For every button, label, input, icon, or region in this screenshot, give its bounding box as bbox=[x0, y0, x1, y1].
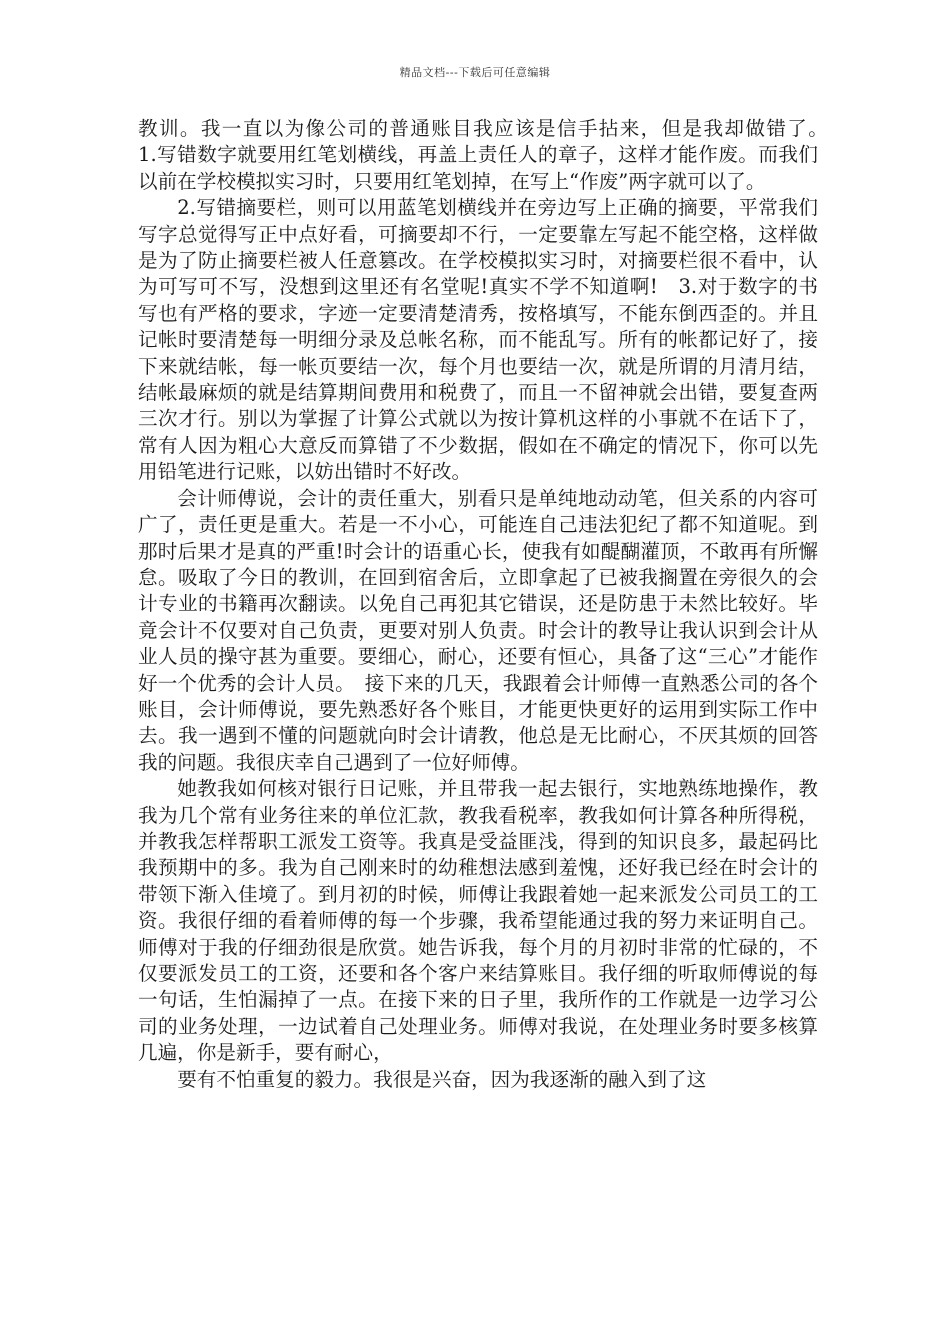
paragraph: 2.写错摘要栏，则可以用蓝笔划横线并在旁边写上正确的摘要，平常我们写字总觉得写正中点好看，可摘要却不行，一定要靠左写起不能空格，这样做是为了防止摘要栏被人任意篡改。在学校模拟实习时，对摘要栏很不看中，认为可写可不写，没想到这里还有名堂呢!真实不学不知道啊! 3.对于数字的书写也有严格的要求，字迹一定要清楚清秀，按格填写，不能东倒西歪的。并且记帐时要清楚每一明细分录及总帐名称，而不能乱写。所有的帐都记好了，接下来就结帐，每一帐页要结一次，每个月也要结一次，就是所谓的月清月结，结帐最麻烦的就是结算期间费用和税费了，而且一不留神就会出错，要复查两三次才行。别以为掌握了计算公式就以为按计算机这样的小事就不在话下了，常有人因为粗心大意反而算错了不少数据，假如在不确定的情况下，你可以先用铅笔进行记账，以妨出错时不好改。 bbox=[138, 196, 818, 484]
paragraph: 要有不怕重复的毅力。我很是兴奋，因为我逐渐的融入到了这 bbox=[177, 1067, 707, 1091]
paragraph: 她教我如何核对银行日记账，并且带我一起去银行，实地熟练地操作，教我为几个常有业务往来的单位汇款，教我看税率，教我如何计算各种所得税，并教我怎样帮职工派发工资等。我真是受益匪浅，得到的知识良多，最起码比我预期中的多。我为自己刚来时的幼稚想法感到羞愧，还好我已经在时会计的带领下渐入佳境了。到月初的时候，师傅让我跟着她一起来派发公司员工的工资。我很仔细的看着师傅的每一个步骤，我希望能通过我的努力来证明自己。师傅对于我的仔细劲很是欣赏。她告诉我，每个月的月初时非常的忙碌的，不仅要派发员工的工资，还要和各个客户来结算账目。我仔细的听取师傅说的每一句话，生怕漏掉了一点。在接下来的日子里，我所作的工作就是一边学习公司的业务处理，一边试着自己处理业务。师傅对我说，在处理业务时要多核算几遍，你是新手，要有耐心， bbox=[138, 777, 818, 1065]
paragraph: 会计师傅说，会计的责任重大，别看只是单纯地动动笔，但关系的内容可广了，责任更是重大。若是一不小心，可能连自己违法犯纪了都不知道呢。到那时后果才是真的严重!时会计的语重心长，使我有如醍醐灌顶，不敢再有所懈怠。吸取了今日的教训，在回到宿舍后，立即拿起了已被我搁置在旁很久的会计专业的书籍再次翻读。以免自己再犯其它错误，还是防患于未然比较好。毕竟会计不仅要对自己负责，更要对别人负责。时会计的教导让我认识到会计从业人员的操守甚为重要。要细心，耐心，还要有恒心，具备了这“三心”才能作好一个优秀的会计人员。 接下来的几天，我跟着会计师傅一直熟悉公司的各个账目，会计师傅说，要先熟悉好各个账目，才能更快更好的运用到实际工作中去。我一遇到不懂的问题就向时会计请教，他总是无比耐心，不厌其烦的回答我的问题。我很庆幸自己遇到了一位好师傅。 bbox=[138, 486, 818, 774]
paragraph: 教训。我一直以为像公司的普通账目我应该是信手拈来，但是我却做错了。 1.写错数字就要用红笔划横线，再盖上责任人的章子，这样才能作废。而我们以前在学校模拟实习时，只要用红笔划掉，在写上“作废”两字就可以了。 bbox=[138, 117, 844, 193]
body-text bbox=[138, 116, 844, 1093]
page-header: 精品文档---下载后可任意编辑 bbox=[399, 66, 551, 79]
